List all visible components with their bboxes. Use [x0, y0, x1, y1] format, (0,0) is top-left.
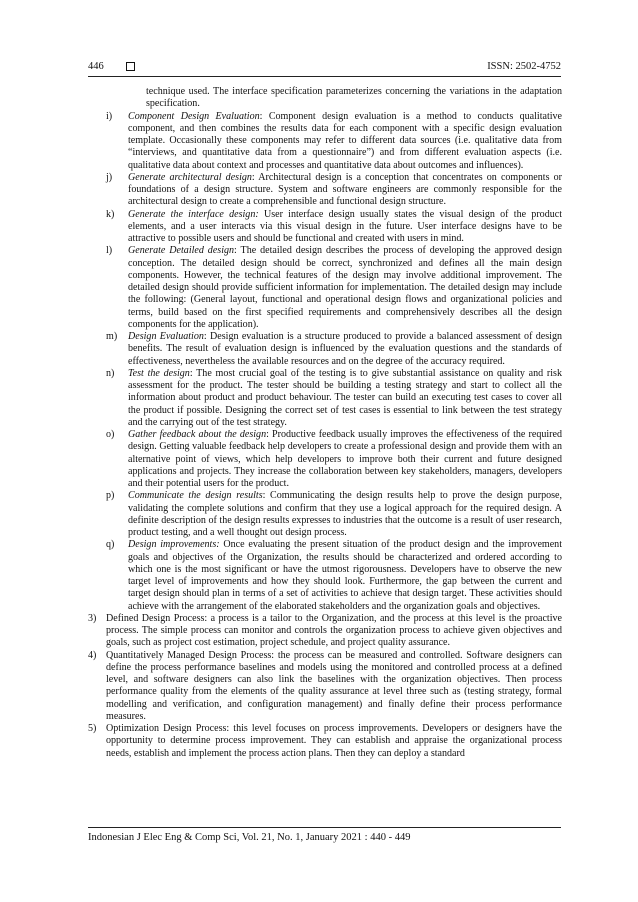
list-item [88, 245, 562, 331]
checkbox-square-icon [126, 62, 135, 71]
numbered-item-text: Defined Design Process: a process is a tailor to the Organization, and the process at this level is the proactive process. The simple process can monitor and controls the organization process to achieve given objectives and goals, such as project cost estimation, project schedule, and project quality assurance. [106, 612, 562, 649]
list-item-separator: : [262, 490, 266, 502]
numbered-item-label: 3) [88, 612, 97, 624]
list-item-title: Communicate the design results [128, 490, 263, 502]
list-item [88, 429, 562, 490]
list-item-title: Generate Detailed design [128, 245, 235, 257]
list-item-text [128, 209, 562, 246]
list-item-title: Design Evaluation [128, 331, 204, 342]
list-item-text [128, 172, 562, 209]
list-item-title: Test the design [128, 367, 190, 379]
list-item-separator: : [259, 110, 263, 122]
list-item-body: The detailed design describes the process of developing the approved design conception. The detailed design should be correct, synchronized and defines all the main design components. However, the technical features of the design may involve additional improvement. The detailed design should provide sufficient information for implementation. The detailed design may include the following: (General layout, functional and operational design flows and organizational policies and terms, build based on the first specified requirements and comprehensively describes all the design components for the application). [128, 245, 562, 330]
list-item-body: Communicating the design results help to prove the design purpose, validating the complete solutions and confirm that they use a logical approach for the required design. A definite description of the design results expresses to industries that the outcome is a result of user research, product testing, and a well thought out design process. [128, 490, 562, 538]
list-item-body: User interface design usually states the visual design of the product elements, and a user interacts via this visual design in the future. User interface designs have to be attractive to possible users and should be functional and created with users in mind. [128, 208, 562, 244]
footer-citation: Indonesian J Elec Eng & Comp Sci, Vol. 21, No. 1, January 2021 : 440 - 449 [88, 832, 411, 843]
list-item [88, 331, 562, 368]
list-item-label: k) [106, 208, 115, 220]
list-item-text [128, 331, 562, 368]
list-item-body: Once evaluating the present situation of the product design and the improvement goals and objectives of the Organization, the results should be characterized and ordered according to which one is the most significant or have the utmost rigorousness. Developers have to observe the new target level of improvements and how they should look. Furthermore, the gap between the current and target design should plan in terms of a set of activities to achieve that design target. These activities should achieve with the arrangement of the elaborated stakeholders and the organization goals and objectives. [128, 539, 562, 612]
list-item [88, 368, 562, 429]
numbered-item [88, 650, 562, 724]
list-item-text [128, 539, 562, 613]
numbered-item-text: Optimization Design Process: this level focuses on process improvements. Developers or designers have the opportunity to determine process improvement. They can establish and appraise the organizational process needs, establish and implement the process action plans. Then they can deploy a standard [106, 723, 562, 759]
list-item-text [128, 490, 562, 539]
list-item [88, 209, 562, 246]
issn-label: ISSN: 2502-4752 [487, 61, 561, 72]
sub-item-list [88, 111, 562, 613]
continuation-paragraph: technique used. The interface specification parameterizes concerning the variations in the adaptation specification. [146, 86, 562, 110]
list-item [88, 172, 562, 209]
list-item-label: l) [106, 245, 113, 257]
list-item [88, 111, 562, 172]
list-item-text [128, 245, 562, 331]
list-item-label: o) [106, 429, 115, 440]
list-item-separator: : [251, 171, 255, 183]
body-text [88, 86, 562, 760]
list-item-label: j) [106, 171, 113, 183]
list-item-separator: : [266, 429, 269, 440]
list-item-title: Generate architectural design [128, 171, 252, 183]
numbered-item [88, 613, 562, 650]
list-item-label: p) [106, 490, 115, 502]
list-item-label: q) [106, 539, 115, 551]
list-item-body: Design evaluation is a structure produced to provide a balanced assessment of design benefits. The result of evaluation design is influenced by the evaluation questions and the standards of effectiveness, nevertheless the available resources and on the degree of the accuracy required. [128, 331, 563, 367]
list-item-title: Component Design Evaluation [128, 110, 260, 122]
list-item-label: n) [106, 367, 115, 379]
list-item-label: m) [106, 331, 118, 342]
list-item [88, 539, 562, 613]
list-item-title: Generate the interface design: [128, 208, 259, 220]
numbered-item-text: Quantitatively Managed Design Process: the process can be measured and controlled. Software designers can define the process performance baselines and models using the monitored and controlled process at a defined level, and software designers can also link the baselines with the organization objectives. Then process performance quality from the elements of the quality assurance at level three such as (testing strategy, formal modelling and verification, and configuration management) and finally define their process performance measures. [106, 649, 562, 722]
list-item-separator: : [203, 331, 207, 342]
page-header [88, 60, 561, 77]
list-item-body: Component design evaluation is a method to conducts qualitative component, and then combines the results data for each component with a specific design evaluation template. Occasionally these components may refer to different data sources (i.e. qualitative data from “interviews, and quantitative data from a questionnaire”) and from different evaluation aspects (i.e. qualitative data about context and processes and quantitative data about outcomes and influences). [128, 110, 563, 171]
numbered-item-label: 4) [88, 649, 97, 661]
list-item-title: Gather feedback about the design [128, 429, 267, 440]
list-item-title: Design improvements: [128, 539, 220, 551]
page-number: 446 [88, 61, 104, 72]
list-item-text [128, 368, 562, 429]
list-item-separator: : [234, 245, 237, 257]
numbered-item-list [88, 613, 562, 760]
list-item-body: Productive feedback usually improves the effectiveness of the required design. Getting valuable feedback help developers to create a professional design and provide them with an alternative point of views, which help developers to improve both their current and future designed applications and projects. They increase the collaboration between key stakeholders, managers, developers and their potential users for the product. [128, 429, 562, 489]
list-item-label: i) [106, 110, 113, 122]
list-item-text [128, 429, 562, 490]
page-footer [88, 827, 561, 844]
list-item-body: The most crucial goal of the testing is to give substantial assistance on quality and risk assessment for the product. The tester should be building a testing strategy and start to collect all the information about product and product behaviour. The tester can build an executing test cases to cover all the product if possible. Designing the correct set of test cases is essential to link between the test strategy and the carrying out of the test strategy. [128, 367, 562, 428]
numbered-item [88, 723, 562, 760]
list-item-body: Architectural design is a conception that concentrates on components or foundations of a design structure. System and software engineers are commonly responsible for the architectural design to create a comprehensible and functional design structure. [128, 171, 562, 208]
list-item-separator: : [189, 367, 193, 379]
list-item [88, 490, 562, 539]
numbered-item-label: 5) [88, 723, 97, 734]
list-item-text [128, 111, 562, 172]
